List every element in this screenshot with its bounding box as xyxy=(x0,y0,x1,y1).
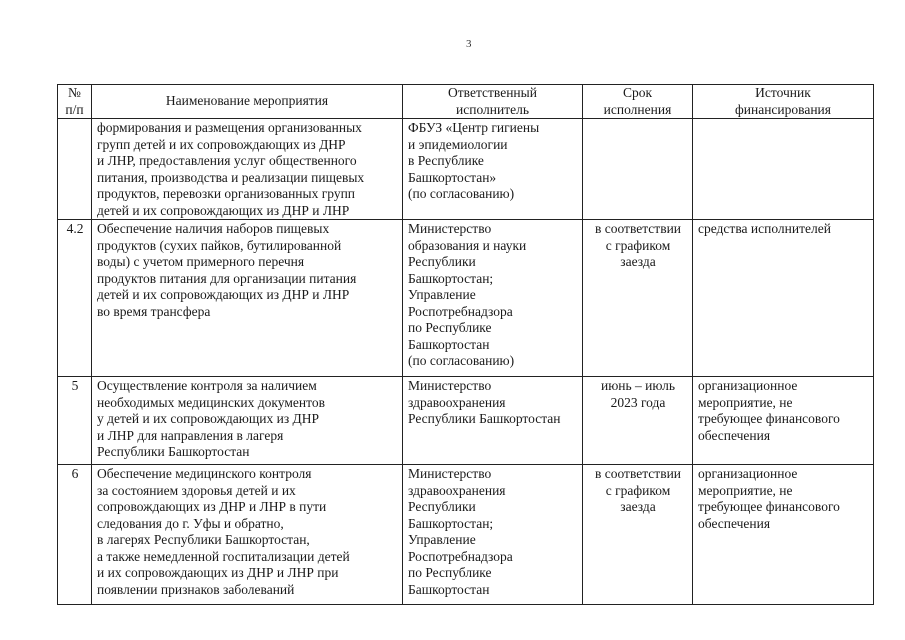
header-financing: Источник финансирования xyxy=(693,85,874,119)
row-term: в соответствии с графиком заезда xyxy=(583,220,693,377)
table-row xyxy=(58,465,874,605)
row-financing: организационное мероприятие, не требующее финансового обеспечения xyxy=(693,377,874,465)
table-row xyxy=(58,220,874,377)
header-term: Срок исполнения xyxy=(583,85,693,119)
header-executor: Ответственный исполнитель xyxy=(403,85,583,119)
table-row xyxy=(58,119,874,220)
row-financing xyxy=(693,119,874,220)
row-name: формирования и размещения организованных групп детей и их сопровождающих из ДНР и ЛНР, предоставления услуг общественного питания, производства и реализации пищевых продуктов, перевозки организованных групп детей и их сопровождающих из ДНР и ЛНР xyxy=(92,119,403,220)
row-num: 4.2 xyxy=(58,220,92,377)
row-num: 5 xyxy=(58,377,92,465)
row-financing: средства исполнителей xyxy=(693,220,874,377)
row-executor: ФБУЗ «Центр гигиены и эпидемиологии в Республике Башкортостан» (по согласованию) xyxy=(403,119,583,220)
row-financing: организационное мероприятие, не требующее финансового обеспечения xyxy=(693,465,874,605)
header-num: № п/п xyxy=(58,85,92,119)
header-name: Наименование мероприятия xyxy=(92,85,403,119)
row-executor: Министерство образования и науки Республики Башкортостан; Управление Роспотребнадзора по Республике Башкортостан (по согласованию) xyxy=(403,220,583,377)
row-term: в соответствии с графиком заезда xyxy=(583,465,693,605)
row-name: Обеспечение медицинского контроля за состоянием здоровья детей и их сопровождающих из ДНР и ЛНР в пути следования до г. Уфы и обратно, в лагерях Республики Башкортостан, а также немедленной госпитализации детей и их сопровождающих из ДНР и ЛНР при появлении признаков заболеваний xyxy=(92,465,403,605)
row-name: Осуществление контроля за наличием необходимых медицинских документов у детей и их сопровождающих из ДНР и ЛНР для направления в лагеря Республики Башкортостан xyxy=(92,377,403,465)
row-term xyxy=(583,119,693,220)
page-number: 3 xyxy=(466,38,472,50)
table-header-row xyxy=(58,85,874,119)
row-num: 6 xyxy=(58,465,92,605)
row-name: Обеспечение наличия наборов пищевых продуктов (сухих пайков, бутилированной воды) с учетом примерного перечня продуктов питания для организации питания детей и их сопровождающих из ДНР и ЛНР во время трансфера xyxy=(92,220,403,377)
row-executor: Министерство здравоохранения Республики Башкортостан xyxy=(403,377,583,465)
row-term: июнь – июль 2023 года xyxy=(583,377,693,465)
activities-table xyxy=(57,84,874,605)
row-executor: Министерство здравоохранения Республики Башкортостан; Управление Роспотребнадзора по Республике Башкортостан xyxy=(403,465,583,605)
table-row xyxy=(58,377,874,465)
row-num xyxy=(58,119,92,220)
